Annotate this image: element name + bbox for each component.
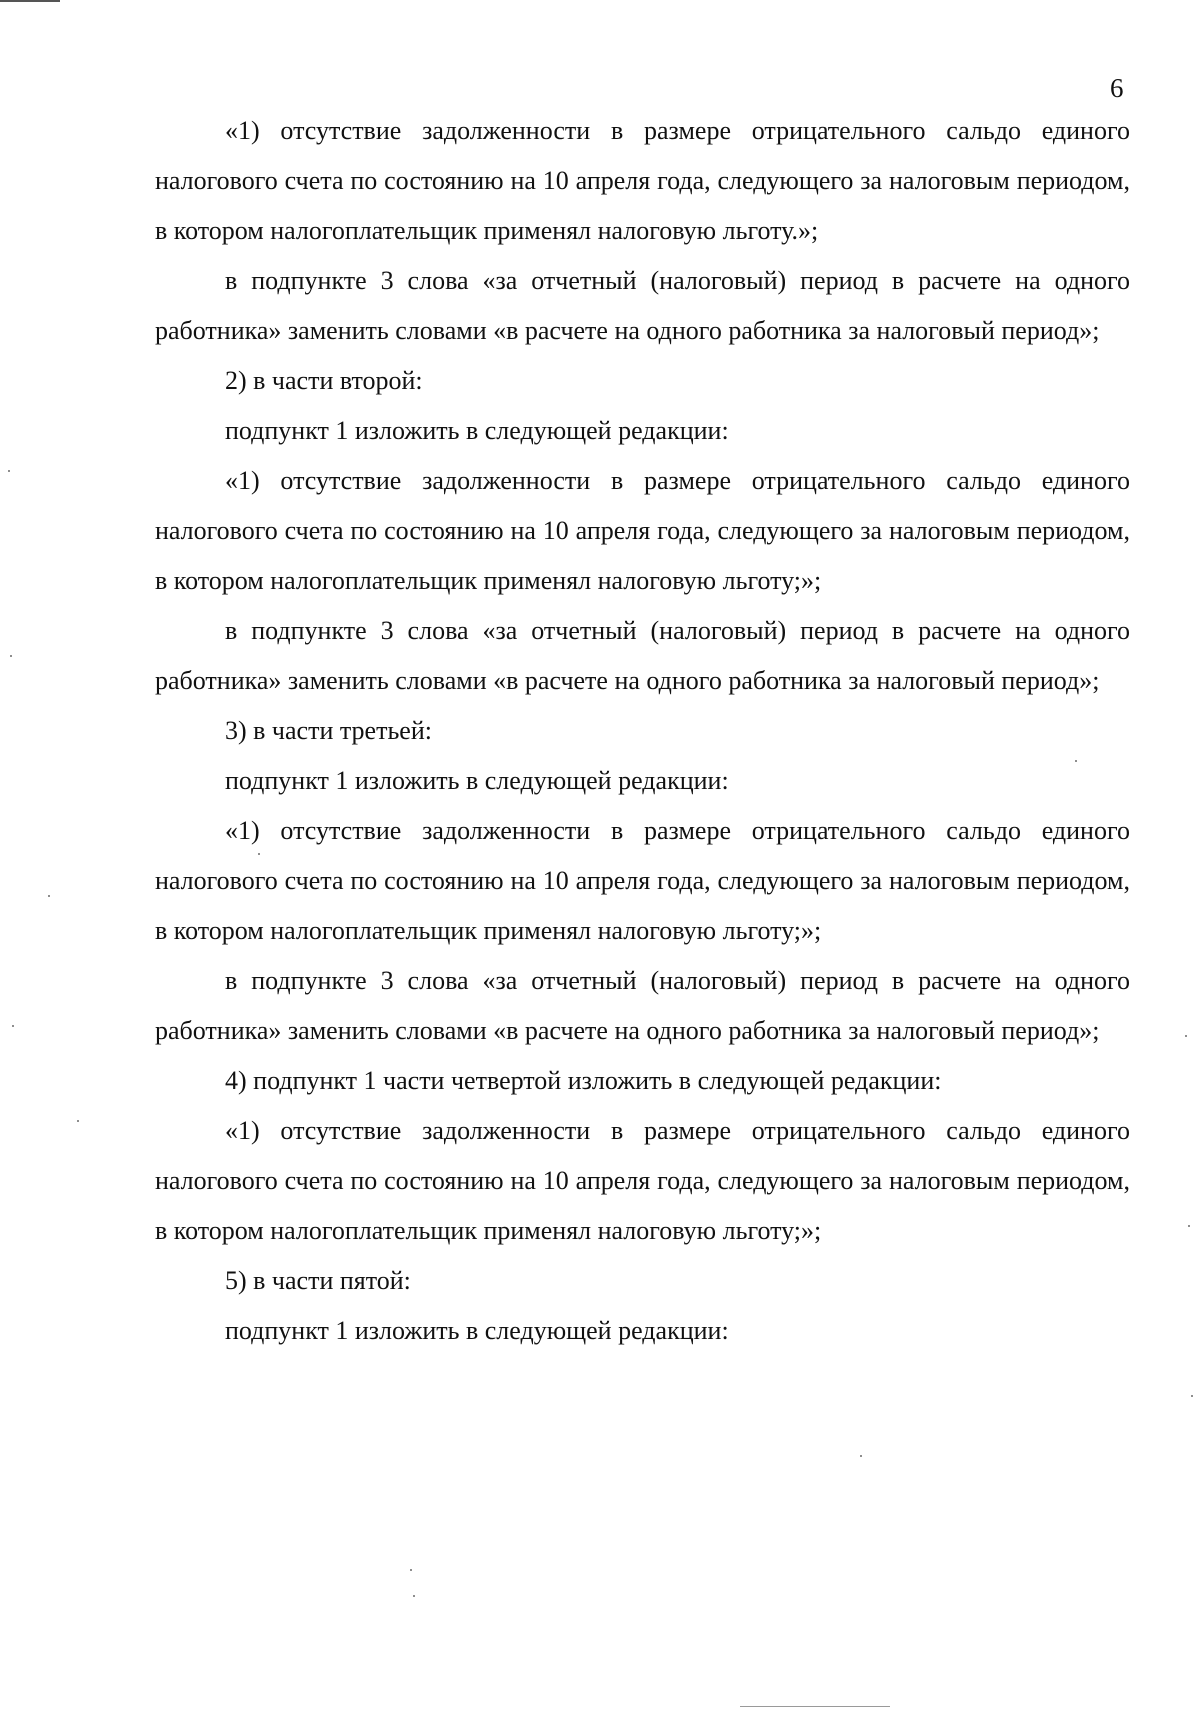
scan-speck bbox=[12, 1025, 14, 1027]
scan-speck bbox=[413, 1595, 415, 1597]
page-number: 6 bbox=[1110, 73, 1124, 103]
paragraph-subpoint-1-restate: подпункт 1 изложить в следующей редакции: bbox=[225, 1316, 729, 1345]
bottom-edge-line bbox=[740, 1706, 890, 1707]
paragraph-part-five-heading: 5) в части пятой: bbox=[225, 1266, 411, 1295]
scan-speck bbox=[860, 1455, 862, 1457]
scan-speck bbox=[410, 1569, 412, 1571]
scan-speck bbox=[8, 470, 10, 472]
scan-speck bbox=[1075, 760, 1077, 762]
document-body bbox=[155, 106, 1130, 1356]
paragraph-quote-subpoint-1: «1) отсутствие задолженности в размере отрицательного сальдо единого налогового счета по состоянию на 10 апреля года, следующего за налоговым периодом, в котором налогоплательщик применял налоговую льготу.»; bbox=[155, 116, 1130, 245]
paragraph-quote-subpoint-1: «1) отсутствие задолженности в размере отрицательного сальдо единого налогового счета по состоянию на 10 апреля года, следующего за налоговым периодом, в котором налогоплательщик применял налоговую льготу;»; bbox=[155, 816, 1130, 945]
scan-speck bbox=[1191, 1395, 1193, 1397]
paragraph-part-four-heading: 4) подпункт 1 части четвертой изложить в следующей редакции: bbox=[225, 1066, 942, 1095]
scan-speck bbox=[1188, 1225, 1190, 1227]
scan-speck bbox=[77, 1120, 79, 1122]
scan-speck bbox=[10, 655, 12, 657]
top-edge-rule bbox=[0, 0, 60, 2]
paragraph-subpoint-1-restate: подпункт 1 изложить в следующей редакции: bbox=[225, 766, 729, 795]
scan-speck bbox=[258, 853, 260, 855]
scan-speck bbox=[1185, 1035, 1187, 1037]
scan-speck bbox=[48, 895, 50, 897]
paragraph-subpoint-3-replace: в подпункте 3 слова «за отчетный (налоговый) период в расчете на одного работника» заменить словами «в расчете на одного работника за налоговый период»; bbox=[155, 616, 1130, 695]
paragraph-subpoint-3-replace: в подпункте 3 слова «за отчетный (налоговый) период в расчете на одного работника» заменить словами «в расчете на одного работника за налоговый период»; bbox=[155, 266, 1130, 345]
paragraph-quote-subpoint-1: «1) отсутствие задолженности в размере отрицательного сальдо единого налогового счета по состоянию на 10 апреля года, следующего за налоговым периодом, в котором налогоплательщик применял налоговую льготу;»; bbox=[155, 1116, 1130, 1245]
paragraph-subpoint-3-replace: в подпункте 3 слова «за отчетный (налоговый) период в расчете на одного работника» заменить словами «в расчете на одного работника за налоговый период»; bbox=[155, 966, 1130, 1045]
paragraph-quote-subpoint-1: «1) отсутствие задолженности в размере отрицательного сальдо единого налогового счета по состоянию на 10 апреля года, следующего за налоговым периодом, в котором налогоплательщик применял налоговую льготу;»; bbox=[155, 466, 1130, 595]
paragraph-part-two-heading: 2) в части второй: bbox=[225, 366, 423, 395]
paragraph-subpoint-1-restate: подпункт 1 изложить в следующей редакции: bbox=[225, 416, 729, 445]
paragraph-part-three-heading: 3) в части третьей: bbox=[225, 716, 432, 745]
